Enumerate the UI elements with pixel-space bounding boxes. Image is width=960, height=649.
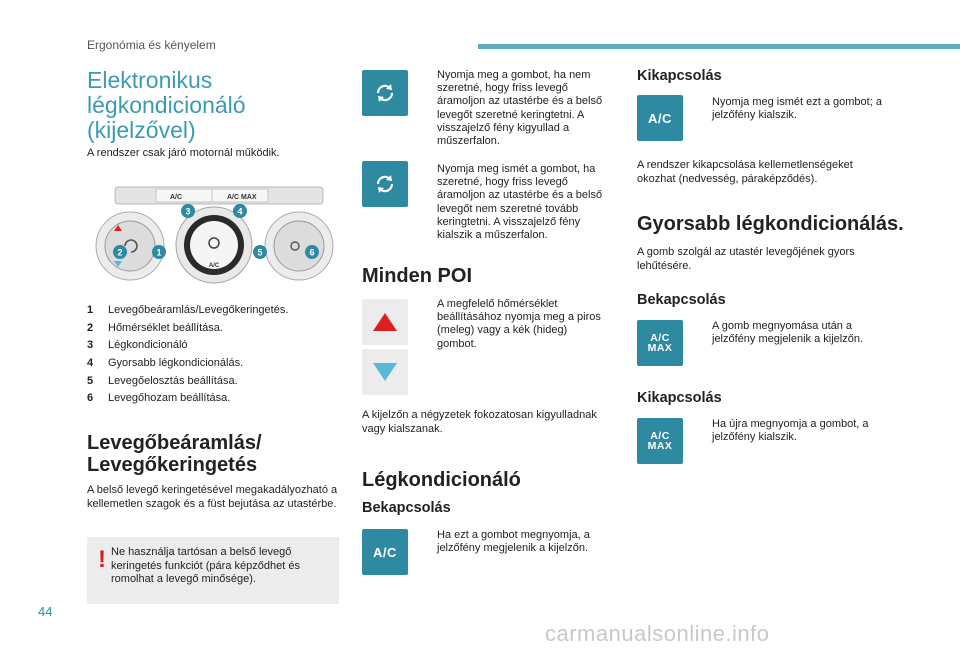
max-intro: A gomb szolgál az utastér levegőjének gyors lehűtésére. bbox=[637, 246, 855, 272]
intro-text: A rendszer csak járó motornál működik. bbox=[87, 147, 280, 159]
recirc-off-item: Nyomja meg ismét a gombot, ha szeretné, hogy friss levegő áramoljon az utastérbe és a belső levegőt nem szeretné tovább keringtetni. A visszajelző fény kialszik a műszerfalon. bbox=[420, 163, 605, 242]
recirculation-body: A belső levegő keringetésével megakadályozható a kellemetlen szagok és a füst bejutása az utastérbe. bbox=[87, 484, 338, 510]
legend-list bbox=[87, 303, 347, 409]
callout-2 bbox=[113, 245, 127, 259]
legend-item: 2 Hőmérséklet beállítása. bbox=[87, 321, 223, 334]
callout-6 bbox=[305, 245, 319, 259]
max-off-item: Ha újra megnyomja a gombot, a jelzőfény kialszik. bbox=[695, 418, 885, 444]
acmax-button-icon: A/C MAX bbox=[637, 320, 683, 366]
bullet-icon bbox=[695, 96, 712, 122]
recirculation-icon bbox=[372, 80, 398, 106]
legend-item: 1 Levegőbeáramlás/Levegőkeringetés. bbox=[87, 304, 289, 316]
recirc-on-item: Nyomja meg a gombot, ha nem szeretné, hogy friss levegő áramoljon az utastérbe és a belső levegőt szeretné keringtetni. A visszajelző fény kigyullad a műszerfalon. bbox=[420, 69, 605, 148]
svg-text:6: 6 bbox=[309, 247, 315, 258]
callout-1 bbox=[152, 245, 166, 259]
bullet-icon bbox=[420, 163, 437, 242]
ac-off-heading: Kikapcsolás bbox=[637, 68, 722, 84]
bullet-icon bbox=[695, 418, 712, 444]
ac-button-icon: A/C bbox=[362, 529, 408, 575]
warning-box bbox=[87, 537, 339, 604]
watermark: carmanualsonline.info bbox=[545, 621, 770, 646]
dial-max-label: MAX bbox=[207, 270, 221, 276]
svg-text:1: 1 bbox=[156, 247, 162, 258]
down-triangle-icon bbox=[372, 361, 398, 383]
ac-button-icon-2: A/C bbox=[637, 95, 683, 141]
bullet-icon bbox=[420, 298, 437, 351]
recirculation-button-icon-2 bbox=[362, 161, 408, 207]
svg-text:2: 2 bbox=[117, 247, 123, 258]
callout-5 bbox=[253, 245, 267, 259]
callout-4 bbox=[233, 204, 247, 218]
section-header: Ergonómia és kényelem bbox=[87, 38, 216, 52]
page-number: 44 bbox=[38, 604, 53, 619]
warning-icon: ! bbox=[98, 546, 106, 573]
bullet-icon bbox=[420, 69, 437, 148]
legend-item: 4 Gyorsabb légkondicionálás. bbox=[87, 357, 244, 370]
ac-on-item: Ha ezt a gombot megnyomja, a jelzőfény megjelenik a kijelzőn. bbox=[420, 529, 605, 555]
panel-acmax-label: A/C MAX bbox=[227, 194, 257, 201]
bullet-icon bbox=[695, 320, 712, 346]
panel-ac-label: A/C bbox=[170, 194, 183, 201]
cold-button-icon bbox=[362, 349, 408, 395]
ac-off-note: A rendszer kikapcsolása kellemetlenségeket okozhat (nedvesség, páraképződés). bbox=[637, 159, 853, 185]
bullet-icon bbox=[420, 529, 437, 555]
ac-on-heading: Bekapcsolás bbox=[362, 500, 451, 516]
callout-3 bbox=[181, 204, 195, 218]
max-on-item: A gomb megnyomása után a jelzőfény megjelenik a kijelzőn. bbox=[695, 320, 885, 346]
svg-text:3: 3 bbox=[185, 206, 191, 217]
ac-off-item: Nyomja meg ismét ezt a gombot; a jelzőfény kialszik. bbox=[695, 96, 885, 122]
up-triangle-icon bbox=[372, 311, 398, 333]
poi-note: A kijelzőn a négyzetek fokozatosan kigyulladnak vagy kialszanak. bbox=[362, 409, 597, 435]
ac-heading: Légkondicionáló bbox=[362, 469, 521, 491]
poi-heading: Minden POI bbox=[362, 265, 472, 287]
warning-text: Ne használja tartósan a belső levegő keringetés funkciót (pára képződhet és romolhat a levegő minősége). bbox=[111, 546, 300, 585]
svg-text:5: 5 bbox=[257, 247, 263, 258]
recirculation-icon bbox=[372, 171, 398, 197]
max-on-heading: Bekapcsolás bbox=[637, 292, 726, 308]
poi-item: A megfelelő hőmérséklet beállításához nyomja meg a piros (meleg) vagy a kék (hideg) gombot. bbox=[420, 298, 605, 351]
legend-item: 6 Levegőhozam beállítása. bbox=[87, 392, 231, 405]
page-title: Elektronikus légkondicionáló (kijelzővel) bbox=[87, 67, 246, 143]
dial-ac-label: A/C bbox=[208, 263, 220, 269]
legend-item: 5 Levegőelosztás beállítása. bbox=[87, 374, 238, 387]
header-rule bbox=[478, 44, 960, 49]
max-off-heading: Kikapcsolás bbox=[637, 390, 722, 406]
legend-item: 3 Légkondicionáló bbox=[87, 339, 188, 352]
control-panel-illustration bbox=[87, 183, 339, 291]
max-heading: Gyorsabb légkondicionálás. bbox=[637, 213, 904, 235]
recirculation-button-icon bbox=[362, 70, 408, 116]
warm-button-icon bbox=[362, 299, 408, 345]
svg-text:4: 4 bbox=[237, 206, 243, 217]
acmax-button-icon-2: A/C MAX bbox=[637, 418, 683, 464]
recirculation-heading: Levegőbeáramlás/ Levegőkeringetés bbox=[87, 432, 262, 476]
